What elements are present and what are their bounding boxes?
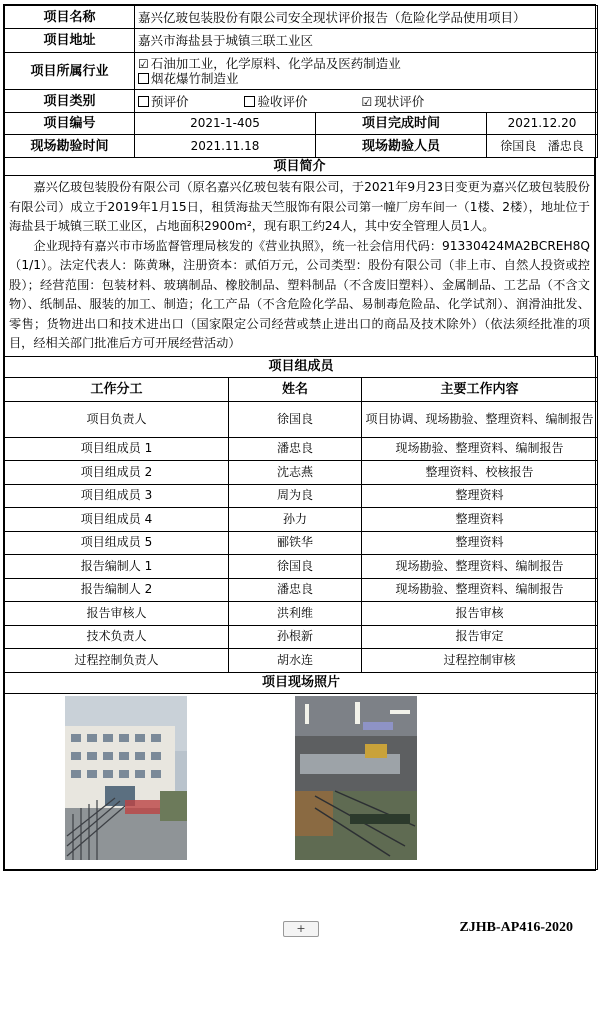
survey-time: 2021.11.18 [135, 135, 316, 158]
team-role: 项目组成员 3 [5, 484, 229, 508]
team-role: 过程控制负责人 [5, 649, 229, 673]
team-row [5, 437, 598, 461]
report-sheet [3, 4, 596, 871]
intro-body [5, 176, 595, 357]
team-row [5, 531, 598, 555]
team-role: 技术负责人 [5, 625, 229, 649]
team-name: 孙根新 [229, 625, 362, 649]
team-name: 周为良 [229, 484, 362, 508]
team-work: 现场勘验、整理资料、编制报告 [362, 578, 598, 602]
info-table [4, 5, 598, 158]
category-option-1: 预评价 [151, 93, 189, 109]
team-row [5, 649, 598, 673]
category-option-2: 验收评价 [257, 93, 308, 109]
team-name: 徐国良 [229, 555, 362, 579]
unchecked-checkbox-icon [244, 96, 255, 107]
team-row [5, 401, 598, 437]
team-row [5, 555, 598, 579]
industry-label: 项目所属行业 [5, 53, 135, 90]
team-work: 过程控制审核 [362, 649, 598, 673]
factory-building-photo [65, 696, 187, 860]
intro-title: 项目简介 [5, 158, 595, 176]
project-number: 2021-1-405 [135, 113, 316, 135]
team-title: 项目组成员 [5, 356, 598, 377]
survey-people: 徐国良 潘忠良 [487, 135, 598, 158]
complete-date: 2021.12.20 [487, 113, 598, 135]
team-role: 项目负责人 [5, 401, 229, 437]
project-name-label: 项目名称 [5, 6, 135, 29]
category-option-3: 现状评价 [374, 93, 425, 109]
team-name: 沈志燕 [229, 461, 362, 485]
survey-time-label: 现场勘验时间 [5, 135, 135, 158]
photos-title: 项目现场照片 [5, 672, 598, 693]
project-name: 嘉兴亿玻包装股份有限公司安全现状评价报告（危险化学品使用项目） [135, 6, 598, 29]
team-name: 潘忠良 [229, 437, 362, 461]
unchecked-checkbox-icon [138, 73, 149, 84]
team-work: 整理资料 [362, 531, 598, 555]
team-table [4, 356, 598, 870]
team-row [5, 461, 598, 485]
team-role: 项目组成员 4 [5, 508, 229, 532]
intro-paragraph-1: 嘉兴亿玻包装股份有限公司（原名嘉兴亿玻包装有限公司，于2021年9月23日变更为嘉兴亿玻包装股份有限公司）成立于2019年1月15日，租赁海盐天竺服饰有限公司第一幢厂房车间一（1楼、2楼），地址位于海盐县于城镇三联工业区，占地面积2900m²，现有职工约24人，其中安全管理人员1人。 [9, 180, 590, 233]
checked-checkbox-icon: ☑ [361, 94, 373, 109]
team-row [5, 602, 598, 626]
team-work: 现场勘验、整理资料、编制报告 [362, 555, 598, 579]
team-row [5, 484, 598, 508]
team-name: 孙力 [229, 508, 362, 532]
team-work: 整理资料 [362, 484, 598, 508]
category-cell [135, 90, 598, 113]
team-role: 项目组成员 5 [5, 531, 229, 555]
industry-option-2: 烟花爆竹制造业 [151, 71, 239, 86]
workshop-interior-photo [295, 696, 417, 860]
team-role: 项目组成员 2 [5, 461, 229, 485]
document-code: ZJHB-AP416-2020 [459, 920, 573, 935]
team-role: 报告审核人 [5, 602, 229, 626]
add-button[interactable]: + [283, 921, 319, 937]
team-work: 整理资料 [362, 508, 598, 532]
team-work: 现场勘验、整理资料、编制报告 [362, 437, 598, 461]
address-label: 项目地址 [5, 29, 135, 53]
team-rows [5, 401, 598, 672]
team-row [5, 578, 598, 602]
team-name: 郦铁华 [229, 531, 362, 555]
category-label: 项目类别 [5, 90, 135, 113]
team-role: 报告编制人 2 [5, 578, 229, 602]
col-work-header: 主要工作内容 [362, 377, 598, 401]
photos-cell [5, 693, 598, 869]
survey-people-label: 现场勘验人员 [316, 135, 487, 158]
address: 嘉兴市海盐县于城镇三联工业区 [135, 29, 598, 53]
team-work: 整理资料、校核报告 [362, 461, 598, 485]
team-work: 项目协调、现场勘验、整理资料、编制报告 [362, 401, 598, 437]
team-role: 报告编制人 1 [5, 555, 229, 579]
industry-option-1: 石油加工业，化学原料、化学品及医药制造业 [150, 56, 401, 71]
complete-time-label: 项目完成时间 [316, 113, 487, 135]
col-name-header: 姓名 [229, 377, 362, 401]
team-name: 潘忠良 [229, 578, 362, 602]
team-work: 报告审核 [362, 602, 598, 626]
intro-table [4, 157, 595, 357]
team-name: 胡水连 [229, 649, 362, 673]
team-name: 洪利维 [229, 602, 362, 626]
unchecked-checkbox-icon [138, 96, 149, 107]
team-name: 徐国良 [229, 401, 362, 437]
checked-checkbox-icon: ☑ [138, 57, 149, 71]
team-row [5, 625, 598, 649]
intro-paragraph-2: 企业现持有嘉兴市市场监督管理局核发的《营业执照》，统一社会信用代码：91330424MA2BCREH8Q（1/1）。法定代表人：陈黄琳，注册资本：贰佰万元，公司类型：股份有限公司（非上市、自然人投资或控股）；经营范围：包装材料、玻璃制品、橡胶制品、塑料制品（不含废旧塑料）、金属制品、工艺品（不含文物）、纸制品、服装的加工、制造；化工产品（不含危险化学品、易制毒危险品、化学试剂）、润滑油批发、零售；货物进出口和技术进出口（国家限定公司经营或禁止进出口的商品及技术除外）（依法须经批准的项目，经相关部门批准后方可开展经营活动） [9, 238, 590, 350]
number-label: 项目编号 [5, 113, 135, 135]
col-role-header: 工作分工 [5, 377, 229, 401]
team-role: 项目组成员 1 [5, 437, 229, 461]
industry-cell [135, 53, 598, 90]
team-row [5, 508, 598, 532]
team-work: 报告审定 [362, 625, 598, 649]
